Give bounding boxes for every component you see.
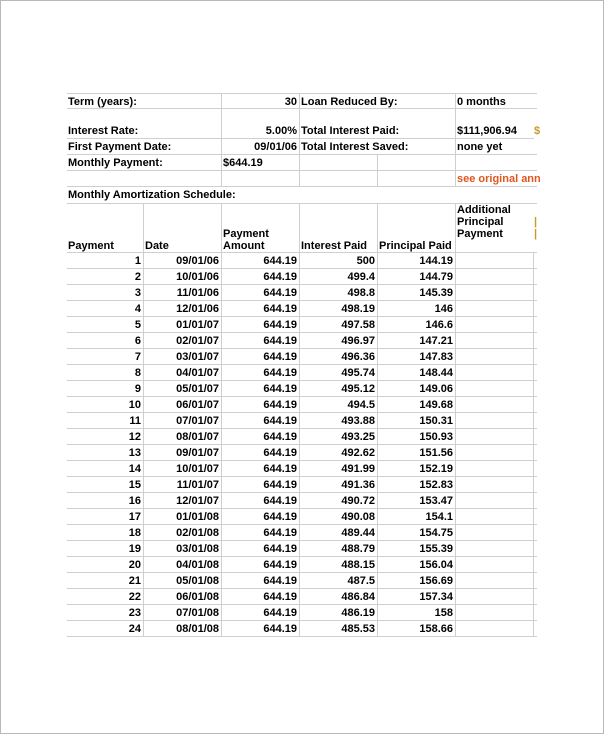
principal-paid-cell: 146 xyxy=(378,301,456,317)
total-interest-saved-label: Total Interest Saved: xyxy=(300,139,456,155)
table-row xyxy=(67,365,537,381)
principal-paid-cell: 150.93 xyxy=(378,429,456,445)
payment-amount-cell: 644.19 xyxy=(222,301,300,317)
table-row xyxy=(67,381,537,397)
additional-principal-cell[interactable] xyxy=(456,621,534,637)
additional-principal-cell[interactable] xyxy=(456,269,534,285)
principal-paid-cell: 157.34 xyxy=(378,589,456,605)
payment-number-cell: 23 xyxy=(67,605,144,621)
table-row xyxy=(67,429,537,445)
table-row xyxy=(67,477,537,493)
payment-amount-cell: 644.19 xyxy=(222,477,300,493)
payment-number-cell: 11 xyxy=(67,413,144,429)
principal-paid-cell: 149.06 xyxy=(378,381,456,397)
payment-amount-cell: 644.19 xyxy=(222,317,300,333)
additional-principal-cell[interactable] xyxy=(456,413,534,429)
payment-date-cell: 12/01/06 xyxy=(144,301,222,317)
empty-cell xyxy=(67,171,222,187)
loan-reduced-label: Loan Reduced By: xyxy=(300,93,456,109)
additional-principal-cell[interactable] xyxy=(456,509,534,525)
payment-amount-cell: 644.19 xyxy=(222,285,300,301)
principal-paid-cell: 148.44 xyxy=(378,365,456,381)
payment-date-cell: 08/01/08 xyxy=(144,621,222,637)
payment-amount-cell: 644.19 xyxy=(222,557,300,573)
payment-date-cell: 12/01/07 xyxy=(144,493,222,509)
payment-amount-cell: 644.19 xyxy=(222,269,300,285)
principal-paid-cell: 158 xyxy=(378,605,456,621)
payment-amount-cell: 644.19 xyxy=(222,253,300,269)
table-row xyxy=(67,573,537,589)
payment-date-cell: 01/01/08 xyxy=(144,509,222,525)
payment-amount-cell: 644.19 xyxy=(222,413,300,429)
interest-paid-cell: 491.99 xyxy=(300,461,378,477)
table-row xyxy=(67,525,537,541)
additional-principal-cell[interactable] xyxy=(456,253,534,269)
interest-paid-cell: 498.19 xyxy=(300,301,378,317)
table-row xyxy=(67,333,537,349)
summary-row-term xyxy=(67,93,537,109)
interest-paid-cell: 492.62 xyxy=(300,445,378,461)
interest-paid-cell: 490.72 xyxy=(300,493,378,509)
table-row xyxy=(67,349,537,365)
additional-principal-cell[interactable] xyxy=(456,381,534,397)
interest-paid-cell: 487.5 xyxy=(300,573,378,589)
principal-paid-cell: 154.75 xyxy=(378,525,456,541)
payment-amount-cell: 644.19 xyxy=(222,381,300,397)
payment-amount-cell: 644.19 xyxy=(222,445,300,461)
payment-date-cell: 10/01/07 xyxy=(144,461,222,477)
interest-paid-cell: 493.25 xyxy=(300,429,378,445)
table-row xyxy=(67,253,537,269)
payment-number-cell: 24 xyxy=(67,621,144,637)
schedule-header-row xyxy=(67,203,537,252)
principal-paid-cell: 144.79 xyxy=(378,269,456,285)
principal-paid-cell: 151.56 xyxy=(378,445,456,461)
payment-amount-cell: 644.19 xyxy=(222,541,300,557)
payment-date-cell: 09/01/07 xyxy=(144,445,222,461)
payment-date-cell: 09/01/06 xyxy=(144,253,222,269)
payment-date-cell: 04/01/07 xyxy=(144,365,222,381)
table-row xyxy=(67,461,537,477)
additional-principal-cell[interactable] xyxy=(456,525,534,541)
payment-amount-cell: 644.19 xyxy=(222,621,300,637)
payment-date-cell: 05/01/08 xyxy=(144,573,222,589)
spreadsheet xyxy=(67,93,541,637)
header-payment: Payment xyxy=(67,204,144,252)
empty-cell xyxy=(222,171,300,187)
empty-cell xyxy=(300,155,378,171)
total-interest-saved-value: none yet xyxy=(456,139,537,155)
payment-number-cell: 15 xyxy=(67,477,144,493)
additional-principal-cell[interactable] xyxy=(456,285,534,301)
see-original-link[interactable]: see original ann xyxy=(457,173,541,185)
payment-date-cell: 07/01/08 xyxy=(144,605,222,621)
additional-principal-cell[interactable] xyxy=(456,429,534,445)
payment-date-cell: 02/01/08 xyxy=(144,525,222,541)
interest-paid-cell: 498.8 xyxy=(300,285,378,301)
interest-paid-cell: 496.97 xyxy=(300,333,378,349)
table-row xyxy=(67,301,537,317)
payment-number-cell: 1 xyxy=(67,253,144,269)
additional-principal-cell[interactable] xyxy=(456,589,534,605)
payment-number-cell: 6 xyxy=(67,333,144,349)
additional-principal-cell[interactable] xyxy=(456,541,534,557)
interest-paid-cell: 489.44 xyxy=(300,525,378,541)
payment-number-cell: 9 xyxy=(67,381,144,397)
payment-amount-cell: 644.19 xyxy=(222,349,300,365)
payment-number-cell: 12 xyxy=(67,429,144,445)
loan-reduced-value: 0 months xyxy=(456,93,537,109)
interest-rate-value[interactable]: 5.00% xyxy=(222,123,300,139)
payment-date-cell: 06/01/07 xyxy=(144,397,222,413)
payment-date-cell: 02/01/07 xyxy=(144,333,222,349)
additional-principal-cell[interactable] xyxy=(456,397,534,413)
empty-cell xyxy=(378,155,456,171)
payment-amount-cell: 644.19 xyxy=(222,429,300,445)
principal-paid-cell: 145.39 xyxy=(378,285,456,301)
payment-number-cell: 18 xyxy=(67,525,144,541)
table-row xyxy=(67,269,537,285)
interest-paid-cell: 499.4 xyxy=(300,269,378,285)
payment-number-cell: 14 xyxy=(67,461,144,477)
overflow-marker: $ xyxy=(534,125,541,137)
header-additional-principal: Additional Principal Payment xyxy=(457,204,511,240)
table-row xyxy=(67,541,537,557)
payment-number-cell: 4 xyxy=(67,301,144,317)
term-label: Term (years): xyxy=(67,93,222,109)
table-row xyxy=(67,285,537,301)
payment-number-cell: 2 xyxy=(67,269,144,285)
payment-number-cell: 19 xyxy=(67,541,144,557)
principal-paid-cell: 149.68 xyxy=(378,397,456,413)
additional-principal-cell[interactable] xyxy=(456,365,534,381)
payment-date-cell: 05/01/07 xyxy=(144,381,222,397)
table-row xyxy=(67,317,537,333)
payment-amount-cell: 644.19 xyxy=(222,365,300,381)
summary-row-monthly-payment xyxy=(67,155,537,171)
payment-date-cell: 03/01/07 xyxy=(144,349,222,365)
principal-paid-cell: 144.19 xyxy=(378,253,456,269)
payment-amount-cell: 644.19 xyxy=(222,333,300,349)
principal-paid-cell: 158.66 xyxy=(378,621,456,637)
payment-date-cell: 10/01/06 xyxy=(144,269,222,285)
payment-amount-cell: 644.19 xyxy=(222,525,300,541)
additional-principal-cell[interactable] xyxy=(456,301,534,317)
payment-number-cell: 17 xyxy=(67,509,144,525)
spacer-cell xyxy=(300,109,456,123)
table-row xyxy=(67,493,537,509)
interest-paid-cell: 495.12 xyxy=(300,381,378,397)
principal-paid-cell: 152.83 xyxy=(378,477,456,493)
spacer-row xyxy=(67,109,537,123)
spacer-cell xyxy=(222,109,300,123)
summary-row-first-payment xyxy=(67,139,537,155)
table-row xyxy=(67,509,537,525)
term-value[interactable]: 30 xyxy=(222,93,300,109)
header-date: Date xyxy=(144,204,222,252)
payment-date-cell: 08/01/07 xyxy=(144,429,222,445)
header-interest-paid: Interest Paid xyxy=(300,204,378,252)
table-row xyxy=(67,589,537,605)
interest-paid-cell: 488.79 xyxy=(300,541,378,557)
summary-row-link xyxy=(67,171,541,187)
interest-paid-cell: 500 xyxy=(300,253,378,269)
overflow-marker: | | xyxy=(534,216,538,240)
interest-paid-cell: 497.58 xyxy=(300,317,378,333)
payment-date-cell: 11/01/06 xyxy=(144,285,222,301)
schedule-title: Monthly Amortization Schedule: xyxy=(68,189,236,201)
principal-paid-cell: 150.31 xyxy=(378,413,456,429)
table-row xyxy=(67,413,537,429)
principal-paid-cell: 154.1 xyxy=(378,509,456,525)
additional-principal-cell[interactable] xyxy=(456,557,534,573)
interest-paid-cell: 486.19 xyxy=(300,605,378,621)
principal-paid-cell: 147.21 xyxy=(378,333,456,349)
interest-paid-cell: 488.15 xyxy=(300,557,378,573)
payment-amount-cell: 644.19 xyxy=(222,493,300,509)
payment-amount-cell: 644.19 xyxy=(222,605,300,621)
payment-amount-cell: 644.19 xyxy=(222,461,300,477)
table-row xyxy=(67,557,537,573)
empty-cell xyxy=(300,171,378,187)
summary-row-rate xyxy=(67,123,541,139)
empty-cell xyxy=(378,171,456,187)
first-payment-value[interactable]: 09/01/06 xyxy=(222,139,300,155)
payment-number-cell: 10 xyxy=(67,397,144,413)
interest-paid-cell: 485.53 xyxy=(300,621,378,637)
payment-number-cell: 8 xyxy=(67,365,144,381)
payment-date-cell: 01/01/07 xyxy=(144,317,222,333)
payment-number-cell: 7 xyxy=(67,349,144,365)
header-principal-paid: Principal Paid xyxy=(378,204,456,252)
payment-date-cell: 03/01/08 xyxy=(144,541,222,557)
principal-paid-cell: 155.39 xyxy=(378,541,456,557)
additional-principal-cell[interactable] xyxy=(456,573,534,589)
payment-number-cell: 22 xyxy=(67,589,144,605)
interest-paid-cell: 494.5 xyxy=(300,397,378,413)
total-interest-paid-value: $111,906.94 xyxy=(456,123,534,139)
principal-paid-cell: 156.69 xyxy=(378,573,456,589)
monthly-payment-value: $644.19 xyxy=(222,155,300,171)
payment-number-cell: 20 xyxy=(67,557,144,573)
interest-paid-cell: 486.84 xyxy=(300,589,378,605)
payment-number-cell: 21 xyxy=(67,573,144,589)
interest-paid-cell: 493.88 xyxy=(300,413,378,429)
payment-amount-cell: 644.19 xyxy=(222,397,300,413)
payment-date-cell: 11/01/07 xyxy=(144,477,222,493)
additional-principal-cell[interactable] xyxy=(456,477,534,493)
spacer-cell xyxy=(67,109,222,123)
payment-number-cell: 3 xyxy=(67,285,144,301)
payment-number-cell: 13 xyxy=(67,445,144,461)
payment-date-cell: 07/01/07 xyxy=(144,413,222,429)
total-interest-paid-label: Total Interest Paid: xyxy=(300,123,456,139)
principal-paid-cell: 152.19 xyxy=(378,461,456,477)
empty-cell xyxy=(456,155,537,171)
principal-paid-cell: 147.83 xyxy=(378,349,456,365)
payment-number-cell: 5 xyxy=(67,317,144,333)
interest-rate-label: Interest Rate: xyxy=(67,123,222,139)
principal-paid-cell: 146.6 xyxy=(378,317,456,333)
payment-date-cell: 04/01/08 xyxy=(144,557,222,573)
interest-paid-cell: 495.74 xyxy=(300,365,378,381)
table-row xyxy=(67,445,537,461)
additional-principal-cell[interactable] xyxy=(456,349,534,365)
principal-paid-cell: 153.47 xyxy=(378,493,456,509)
payment-amount-cell: 644.19 xyxy=(222,573,300,589)
table-row xyxy=(67,397,537,413)
payment-amount-cell: 644.19 xyxy=(222,509,300,525)
interest-paid-cell: 496.36 xyxy=(300,349,378,365)
payment-amount-cell: 644.19 xyxy=(222,589,300,605)
additional-principal-cell[interactable] xyxy=(456,317,534,333)
interest-paid-cell: 490.08 xyxy=(300,509,378,525)
payment-date-cell: 06/01/08 xyxy=(144,589,222,605)
additional-principal-cell[interactable] xyxy=(456,493,534,509)
schedule-title-row xyxy=(67,187,537,203)
payment-number-cell: 16 xyxy=(67,493,144,509)
header-payment-amount: Payment Amount xyxy=(222,204,300,252)
first-payment-label: First Payment Date: xyxy=(67,139,222,155)
table-row xyxy=(67,605,537,621)
additional-principal-cell[interactable] xyxy=(456,461,534,477)
schedule-table xyxy=(67,252,537,637)
interest-paid-cell: 491.36 xyxy=(300,477,378,493)
additional-principal-cell[interactable] xyxy=(456,605,534,621)
additional-principal-cell[interactable] xyxy=(456,445,534,461)
table-row xyxy=(67,621,537,637)
additional-principal-cell[interactable] xyxy=(456,333,534,349)
principal-paid-cell: 156.04 xyxy=(378,557,456,573)
monthly-payment-label: Monthly Payment: xyxy=(67,155,222,171)
